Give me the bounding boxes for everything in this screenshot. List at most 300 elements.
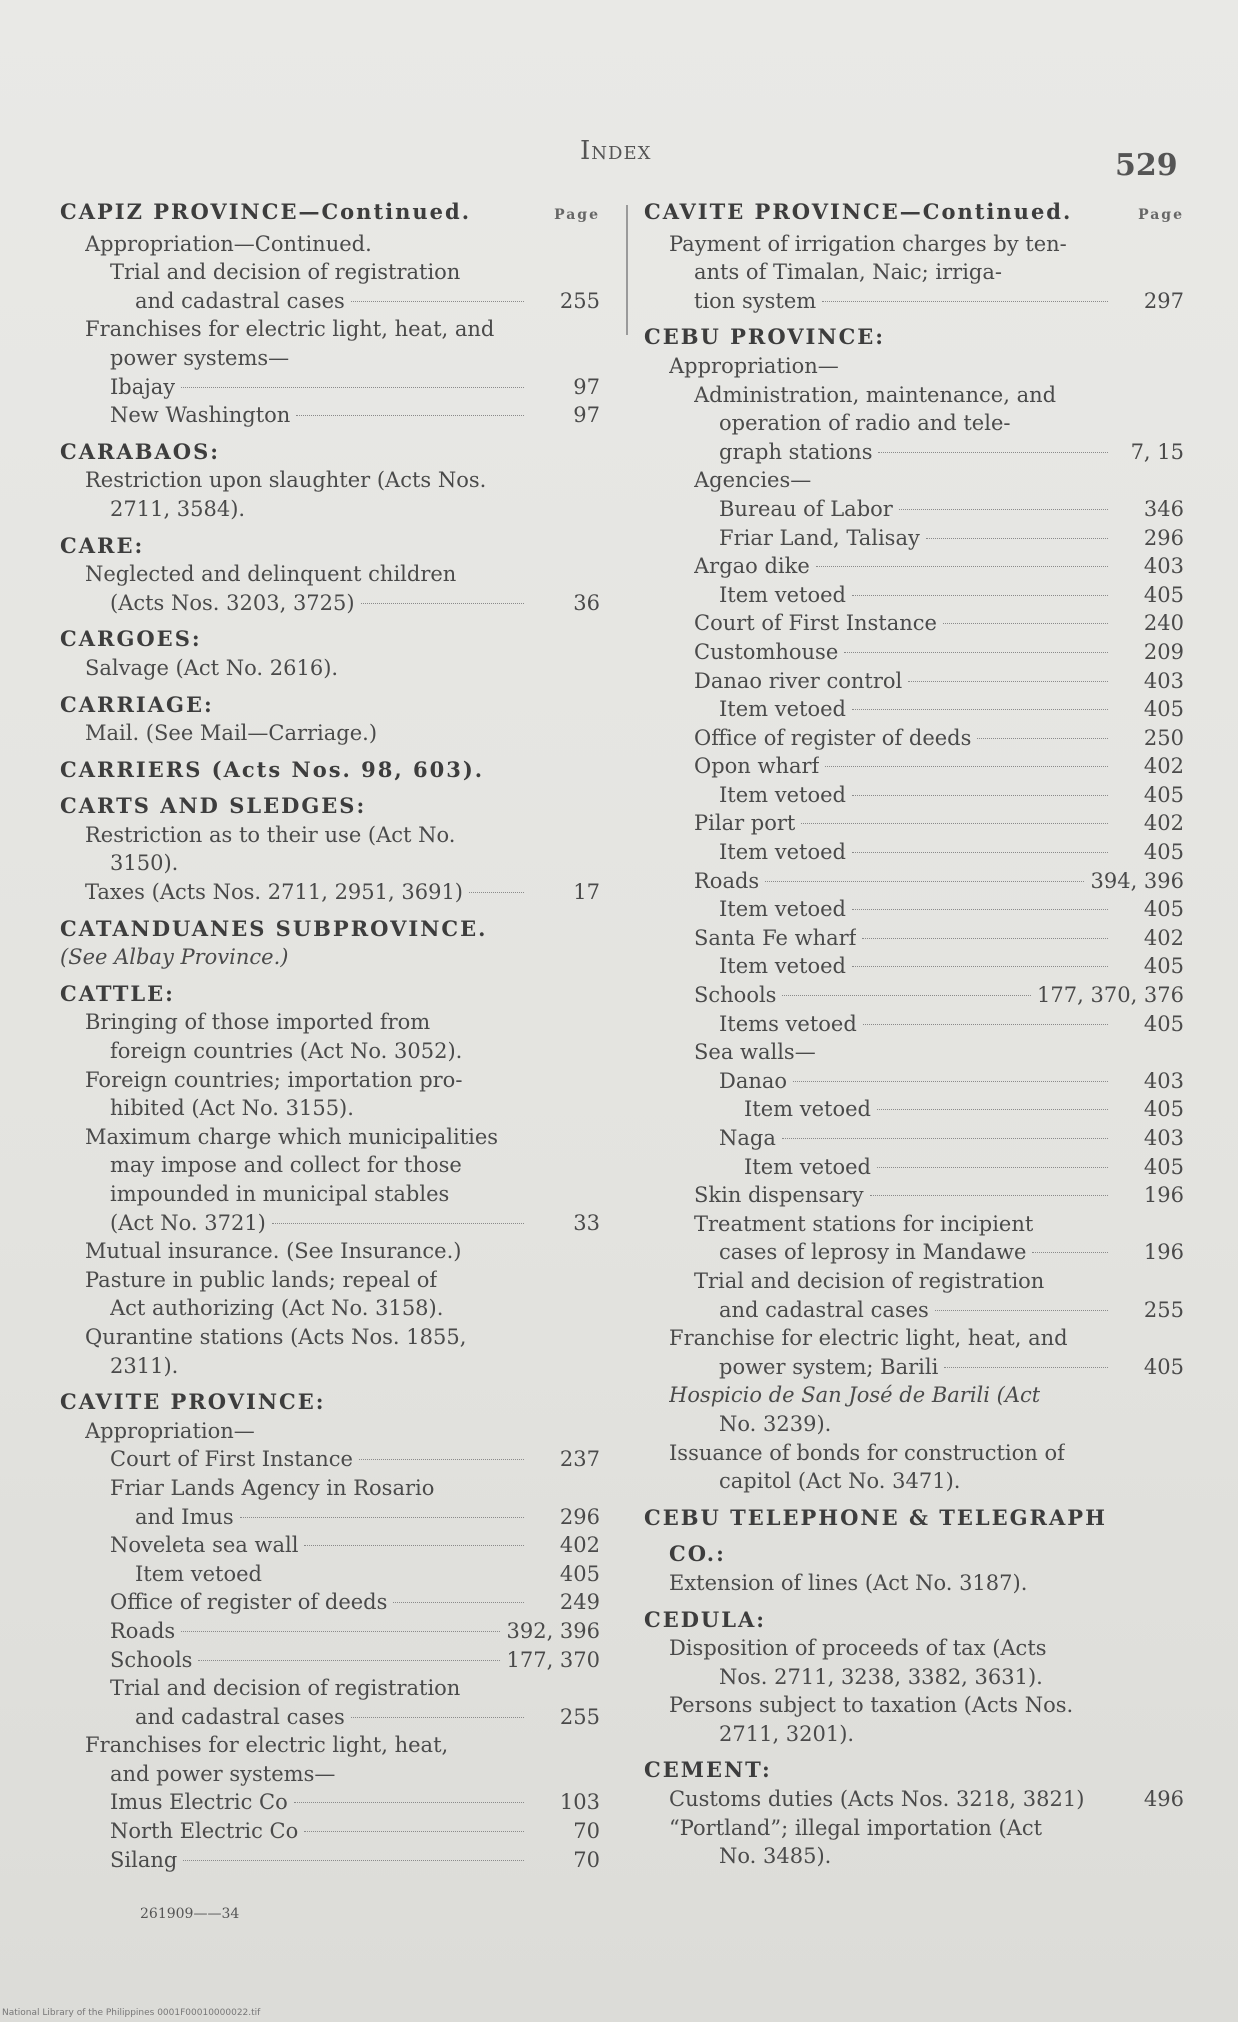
index-entry xyxy=(644,409,1184,438)
page-reference: 405 xyxy=(559,1561,600,1586)
entry-text: Mutual insurance. (See Insurance.) xyxy=(85,1239,462,1264)
entry-text: Opon wharf xyxy=(694,754,820,779)
page-reference: 346 xyxy=(1143,496,1184,521)
entry-text: may impose and collect for those xyxy=(110,1153,462,1178)
entry-text: 3150). xyxy=(110,851,179,876)
entry-text: power systems— xyxy=(110,345,290,370)
dot-leader xyxy=(181,1631,500,1632)
entry-text: Franchises for electric light, heat, and xyxy=(85,317,495,342)
entry-text: Franchises for electric light, heat, xyxy=(85,1733,449,1758)
entry-text: No. 3485). xyxy=(719,1844,832,1869)
page-reference: 250 xyxy=(1143,725,1184,750)
index-entry xyxy=(60,1703,600,1732)
index-entry xyxy=(60,1094,600,1123)
entry-text: CATTLE: xyxy=(60,980,175,1006)
index-entry xyxy=(644,1381,1184,1410)
page-reference: 402 xyxy=(1143,811,1184,836)
index-entry xyxy=(60,1503,600,1532)
index-entry xyxy=(60,719,600,748)
index-entry xyxy=(60,258,600,287)
dot-leader xyxy=(908,681,1108,682)
entry-text: CARABAOS: xyxy=(60,438,221,464)
entry-text: Taxes (Acts Nos. 2711, 2951, 3691) xyxy=(85,880,463,905)
index-heading xyxy=(60,625,600,654)
index-entry xyxy=(644,1010,1184,1039)
page-reference: 103 xyxy=(559,1790,600,1815)
page-column-label: Page xyxy=(554,207,600,223)
index-heading xyxy=(644,1504,1184,1533)
entry-text: Item vetoed xyxy=(744,1097,871,1122)
page-reference: 405 xyxy=(1143,954,1184,979)
dot-leader xyxy=(852,966,1108,967)
entry-text: Trial and decision of registration xyxy=(110,1676,461,1701)
index-entry xyxy=(644,924,1184,953)
page-reference: 405 xyxy=(1143,1154,1184,1179)
index-entry xyxy=(644,1842,1184,1871)
dot-leader xyxy=(1032,1252,1108,1253)
index-entry xyxy=(60,1474,600,1503)
index-column-right xyxy=(644,190,1184,1871)
entry-text: Item vetoed xyxy=(719,840,846,865)
index-entry xyxy=(644,695,1184,724)
page-reference: 196 xyxy=(1143,1183,1184,1208)
entry-text: Extension of lines (Act No. 3187). xyxy=(669,1570,1028,1595)
dot-leader xyxy=(878,452,1108,453)
index-entry xyxy=(644,838,1184,867)
entry-text: ants of Timalan, Naic; irriga- xyxy=(694,260,1002,285)
entry-text: Bureau of Labor xyxy=(719,496,893,521)
entry-text: Treatment stations for incipient xyxy=(694,1211,1034,1236)
entry-text: CEBU PROVINCE: xyxy=(644,324,886,350)
entry-text: capitol (Act No. 3471). xyxy=(719,1469,961,1494)
page-reference: 405 xyxy=(1143,582,1184,607)
index-entry xyxy=(644,1124,1184,1153)
page-reference: 297 xyxy=(1143,288,1184,313)
page-reference: 249 xyxy=(559,1590,600,1615)
index-entry xyxy=(60,495,600,524)
index-entry xyxy=(644,1267,1184,1296)
index-entry xyxy=(60,344,600,373)
entry-text: Maximum charge which municipalities xyxy=(85,1124,499,1149)
entry-text: CEBU TELEPHONE & TELEGRAPH xyxy=(644,1504,1107,1530)
page-reference: 403 xyxy=(1143,668,1184,693)
entry-text: Administration, maintenance, and xyxy=(694,382,1057,407)
entry-text: Foreign countries; importation pro- xyxy=(85,1067,463,1092)
column-divider xyxy=(626,205,628,335)
index-entry xyxy=(60,1445,600,1474)
index-entry xyxy=(60,1760,600,1789)
entry-text: Customhouse xyxy=(694,639,839,664)
index-entry xyxy=(644,1439,1184,1468)
index-entry xyxy=(60,849,600,878)
index-entry xyxy=(60,1588,600,1617)
entry-text: (Acts Nos. 3203, 3725) xyxy=(110,590,355,615)
index-entry xyxy=(60,589,600,618)
index-heading xyxy=(644,1606,1184,1635)
page-column-label: Page xyxy=(1138,207,1184,223)
index-heading xyxy=(644,198,1184,230)
index-heading xyxy=(644,323,1184,352)
entry-text: Schools xyxy=(110,1647,193,1672)
entry-text: Friar Lands Agency in Rosario xyxy=(110,1475,435,1500)
entry-text: CEMENT: xyxy=(644,1757,772,1783)
entry-text: CEDULA: xyxy=(644,1606,767,1632)
page-reference: 403 xyxy=(1143,1068,1184,1093)
entry-text: Court of First Instance xyxy=(694,611,937,636)
dot-leader xyxy=(877,1109,1108,1110)
dot-leader xyxy=(304,1831,524,1832)
entry-text: CARTS AND SLEDGES: xyxy=(60,793,367,819)
entry-text: and cadastral cases xyxy=(719,1297,929,1322)
entry-text: CAVITE PROVINCE: xyxy=(60,1389,326,1415)
entry-text: Santa Fe wharf xyxy=(694,925,857,950)
entry-text: Item vetoed xyxy=(719,782,846,807)
entry-text: Appropriation—Continued. xyxy=(85,231,372,256)
entry-text: “Portland”; illegal importation (Act xyxy=(669,1815,1043,1840)
index-entry xyxy=(644,981,1184,1010)
index-entry xyxy=(60,466,600,495)
index-entry xyxy=(644,552,1184,581)
page-reference: 296 xyxy=(559,1504,600,1529)
index-entry xyxy=(60,1037,600,1066)
entry-text: CATANDUANES SUBPROVINCE. xyxy=(60,915,488,941)
entry-text: Nos. 2711, 3238, 3382, 3631). xyxy=(719,1664,1043,1689)
index-entry xyxy=(644,809,1184,838)
entry-text: Salvage (Act No. 2616). xyxy=(85,655,339,680)
entry-text: Item vetoed xyxy=(719,582,846,607)
print-code: 261909——34 xyxy=(140,1906,240,1922)
page-reference: 240 xyxy=(1143,611,1184,636)
index-column-left xyxy=(60,190,600,1874)
index-entry xyxy=(644,1467,1184,1496)
page-reference: 405 xyxy=(1143,782,1184,807)
entry-text: and Imus xyxy=(135,1504,234,1529)
index-heading xyxy=(644,1756,1184,1785)
index-entry xyxy=(60,1788,600,1817)
entry-text: Items vetoed xyxy=(719,1011,857,1036)
page-reference: 196 xyxy=(1143,1240,1184,1265)
entry-text: CARGOES: xyxy=(60,626,202,652)
index-entry xyxy=(644,1410,1184,1439)
entry-text: Hospicio de San José de Barili (Act xyxy=(669,1383,1041,1408)
dot-leader xyxy=(977,738,1108,739)
entry-text: tion system xyxy=(694,288,817,313)
index-entry xyxy=(644,638,1184,667)
page-reference: 394, 396 xyxy=(1090,868,1184,893)
index-entry xyxy=(60,654,600,683)
page-reference: 237 xyxy=(559,1447,600,1472)
page-reference: 255 xyxy=(1143,1297,1184,1322)
index-heading xyxy=(60,915,600,944)
page-reference: 70 xyxy=(573,1847,600,1872)
entry-text: Item vetoed xyxy=(719,897,846,922)
index-entry xyxy=(60,1008,600,1037)
page-title: Index xyxy=(580,136,652,166)
index-entry xyxy=(60,1323,600,1352)
dot-leader xyxy=(793,1081,1108,1082)
dot-leader xyxy=(822,301,1108,302)
index-entry xyxy=(60,1617,600,1646)
entry-text: (See Albay Province.) xyxy=(60,945,289,970)
index-entry xyxy=(644,724,1184,753)
entry-text: Court of First Instance xyxy=(110,1447,353,1472)
entry-text: Ibajay xyxy=(110,374,176,399)
index-entry xyxy=(60,1817,600,1846)
entry-text: CAPIZ PROVINCE—Continued. xyxy=(60,199,472,224)
index-entry xyxy=(644,1569,1184,1598)
entry-text: hibited (Act No. 3155). xyxy=(110,1096,354,1121)
index-entry xyxy=(644,1038,1184,1067)
entry-text: Act authorizing (Act No. 3158). xyxy=(110,1296,444,1321)
page-reference: 296 xyxy=(1143,525,1184,550)
index-entry xyxy=(644,1210,1184,1239)
entry-text: Payment of irrigation charges by ten- xyxy=(669,231,1067,256)
entry-text: CARRIAGE: xyxy=(60,691,214,717)
index-entry xyxy=(644,667,1184,696)
dot-leader xyxy=(852,709,1108,710)
index-entry xyxy=(60,1237,600,1266)
page-reference: 405 xyxy=(1143,897,1184,922)
index-entry xyxy=(60,287,600,316)
dot-leader xyxy=(944,1367,1108,1368)
page-reference: 402 xyxy=(559,1533,600,1558)
entry-text: Noveleta sea wall xyxy=(110,1533,299,1558)
entry-text: Danao river control xyxy=(694,668,903,693)
entry-text: CAVITE PROVINCE—Continued. xyxy=(644,199,1073,224)
index-heading xyxy=(60,1388,600,1417)
entry-text: Pilar port xyxy=(694,811,796,836)
index-entry xyxy=(60,1209,600,1238)
entry-text: Bringing of those imported from xyxy=(85,1010,431,1035)
entry-text: 2711, 3201). xyxy=(719,1721,855,1746)
entry-text: operation of radio and tele- xyxy=(719,411,1011,436)
page-reference: 405 xyxy=(1143,1354,1184,1379)
dot-leader xyxy=(863,1024,1108,1025)
page-reference: 405 xyxy=(1143,840,1184,865)
index-entry xyxy=(644,581,1184,610)
page-reference: 403 xyxy=(1143,1126,1184,1150)
entry-text: New Washington xyxy=(110,403,291,428)
page-reference: 392, 396 xyxy=(506,1618,600,1643)
index-entry xyxy=(644,609,1184,638)
entry-text: Persons subject to taxation (Acts Nos. xyxy=(669,1693,1074,1718)
index-entry xyxy=(644,1720,1184,1749)
dot-leader xyxy=(899,509,1108,510)
dot-leader xyxy=(943,623,1108,624)
page-reference: 402 xyxy=(1143,925,1184,950)
entry-text: Imus Electric Co xyxy=(110,1790,288,1815)
page-reference: 255 xyxy=(559,1704,600,1729)
index-heading xyxy=(60,691,600,720)
entry-text: Restriction as to their use (Act No. xyxy=(85,822,456,847)
index-entry xyxy=(644,381,1184,410)
entry-text: CARRIERS (Acts Nos. 98, 603). xyxy=(60,756,485,782)
entry-text: CARE: xyxy=(60,532,145,558)
index-entry xyxy=(60,401,600,430)
entry-text: Item vetoed xyxy=(744,1154,871,1179)
index-entry xyxy=(60,1266,600,1295)
dot-leader xyxy=(304,1545,524,1546)
entry-text: North Electric Co xyxy=(110,1819,299,1844)
index-entry xyxy=(644,1691,1184,1720)
entry-text: Item vetoed xyxy=(719,697,846,722)
entry-text: Item vetoed xyxy=(719,954,846,979)
index-entry xyxy=(60,230,600,259)
index-entry xyxy=(60,1352,600,1381)
entry-text: impounded in municipal stables xyxy=(110,1182,450,1206)
dot-leader xyxy=(393,1602,524,1603)
entry-text: Office of register of deeds xyxy=(694,725,972,750)
index-entry xyxy=(644,1095,1184,1124)
index-entry xyxy=(644,230,1184,259)
dot-leader xyxy=(361,603,524,604)
entry-text: CO.: xyxy=(669,1541,726,1567)
entry-text: Schools xyxy=(694,983,777,1008)
entry-text: Appropriation— xyxy=(85,1418,255,1443)
index-entry xyxy=(60,1123,600,1152)
dot-leader xyxy=(469,892,524,893)
index-entry xyxy=(60,1531,600,1560)
index-entry xyxy=(60,1294,600,1323)
entry-text: Skin dispensary xyxy=(694,1183,864,1208)
page-reference: 255 xyxy=(559,288,600,313)
dot-leader xyxy=(825,766,1108,767)
entry-text: power system; Barili xyxy=(719,1354,939,1379)
page-reference: 405 xyxy=(1143,1097,1184,1122)
dot-leader xyxy=(240,1517,524,1518)
index-entry xyxy=(60,1846,600,1875)
dot-leader xyxy=(816,566,1108,567)
entry-text: Sea walls— xyxy=(694,1040,816,1065)
index-entry xyxy=(60,943,600,972)
entry-text: 2311). xyxy=(110,1353,179,1378)
dot-leader xyxy=(844,652,1108,653)
entry-text: Naga xyxy=(719,1126,776,1150)
index-heading xyxy=(60,198,600,230)
index-entry xyxy=(60,1151,600,1180)
index-entry xyxy=(644,1663,1184,1692)
entry-text: Roads xyxy=(110,1618,176,1643)
entry-text: Trial and decision of registration xyxy=(110,260,461,285)
index-entry xyxy=(60,821,600,850)
page-reference: 97 xyxy=(573,403,600,428)
dot-leader xyxy=(272,1223,524,1224)
page-reference: 209 xyxy=(1143,639,1184,664)
entry-text: and power systems— xyxy=(110,1761,336,1786)
dot-leader xyxy=(765,881,1084,882)
entry-text: graph stations xyxy=(719,439,873,464)
dot-leader xyxy=(294,1802,524,1803)
dot-leader xyxy=(183,1860,524,1861)
index-entry xyxy=(644,1153,1184,1182)
index-heading xyxy=(60,792,600,821)
dot-leader xyxy=(926,538,1108,539)
index-entry xyxy=(60,1560,600,1589)
dot-leader xyxy=(359,1459,524,1460)
entry-text: Issuance of bonds for construction of xyxy=(669,1440,1065,1465)
page-reference: 17 xyxy=(573,880,600,905)
index-entry xyxy=(60,878,600,907)
dot-leader xyxy=(351,301,524,302)
index-entry xyxy=(644,495,1184,524)
index-entry xyxy=(644,952,1184,981)
page-reference: 7, 15 xyxy=(1130,439,1184,464)
index-heading xyxy=(60,756,600,785)
entry-text: Agencies— xyxy=(694,468,812,493)
dot-leader xyxy=(877,1167,1108,1168)
entry-text: and cadastral cases xyxy=(135,1704,345,1729)
entry-text: (Act No. 3721) xyxy=(110,1210,266,1235)
index-entry xyxy=(644,752,1184,781)
entry-text: Trial and decision of registration xyxy=(694,1268,1045,1293)
dot-leader xyxy=(852,852,1108,853)
dot-leader xyxy=(782,1138,1108,1139)
index-entry xyxy=(60,1731,600,1760)
entry-text: Qurantine stations (Acts Nos. 1855, xyxy=(85,1324,467,1349)
index-entry xyxy=(644,895,1184,924)
entry-text: Franchise for electric light, heat, and xyxy=(669,1326,1068,1351)
index-entry xyxy=(60,1646,600,1675)
page-number: 529 xyxy=(1115,148,1178,183)
entry-text: Neglected and delinquent children xyxy=(85,562,457,587)
entry-text: Office of register of deeds xyxy=(110,1590,388,1615)
entry-text: 2711, 3584). xyxy=(110,496,246,521)
index-entry xyxy=(644,524,1184,553)
entry-text: Item vetoed xyxy=(135,1561,262,1586)
page-reference: 402 xyxy=(1143,754,1184,779)
entry-text: Pasture in public lands; repeal of xyxy=(85,1267,438,1292)
entry-text: Disposition of proceeds of tax (Acts xyxy=(669,1636,1047,1661)
page-reference: 177, 370, 376 xyxy=(1037,983,1184,1008)
index-heading xyxy=(60,438,600,467)
entry-text: No. 3239). xyxy=(719,1411,832,1436)
index-entry xyxy=(644,466,1184,495)
dot-leader xyxy=(862,938,1108,939)
index-entry xyxy=(644,1634,1184,1663)
page-reference: 97 xyxy=(573,374,600,399)
entry-text: Customs duties (Acts Nos. 3218, 3821) xyxy=(669,1787,1085,1812)
dot-leader xyxy=(852,795,1108,796)
entry-text: Danao xyxy=(719,1068,788,1093)
index-entry xyxy=(644,1067,1184,1096)
index-heading xyxy=(60,532,600,561)
entry-text: cases of leprosy in Mandawe xyxy=(719,1240,1027,1265)
entry-text: Mail. (See Mail—Carriage.) xyxy=(85,721,378,746)
index-entry xyxy=(60,1180,600,1209)
entry-text: and cadastral cases xyxy=(135,288,345,313)
dot-leader xyxy=(296,415,524,416)
index-heading xyxy=(60,980,600,1009)
index-entry xyxy=(60,560,600,589)
dot-leader xyxy=(351,1717,524,1718)
page-reference: 405 xyxy=(1143,697,1184,722)
dot-leader xyxy=(935,1310,1108,1311)
entry-text: Roads xyxy=(694,868,760,893)
dot-leader xyxy=(782,995,1031,996)
index-entry xyxy=(644,867,1184,896)
index-entry xyxy=(60,1674,600,1703)
index-entry xyxy=(644,1296,1184,1325)
index-entry xyxy=(644,1814,1184,1843)
index-entry xyxy=(60,373,600,402)
index-entry xyxy=(644,258,1184,287)
page-reference: 403 xyxy=(1143,554,1184,579)
index-entry xyxy=(644,352,1184,381)
index-entry xyxy=(60,1417,600,1446)
dot-leader xyxy=(852,595,1108,596)
entry-text: foreign countries (Act No. 3052). xyxy=(110,1039,463,1064)
index-entry xyxy=(60,315,600,344)
